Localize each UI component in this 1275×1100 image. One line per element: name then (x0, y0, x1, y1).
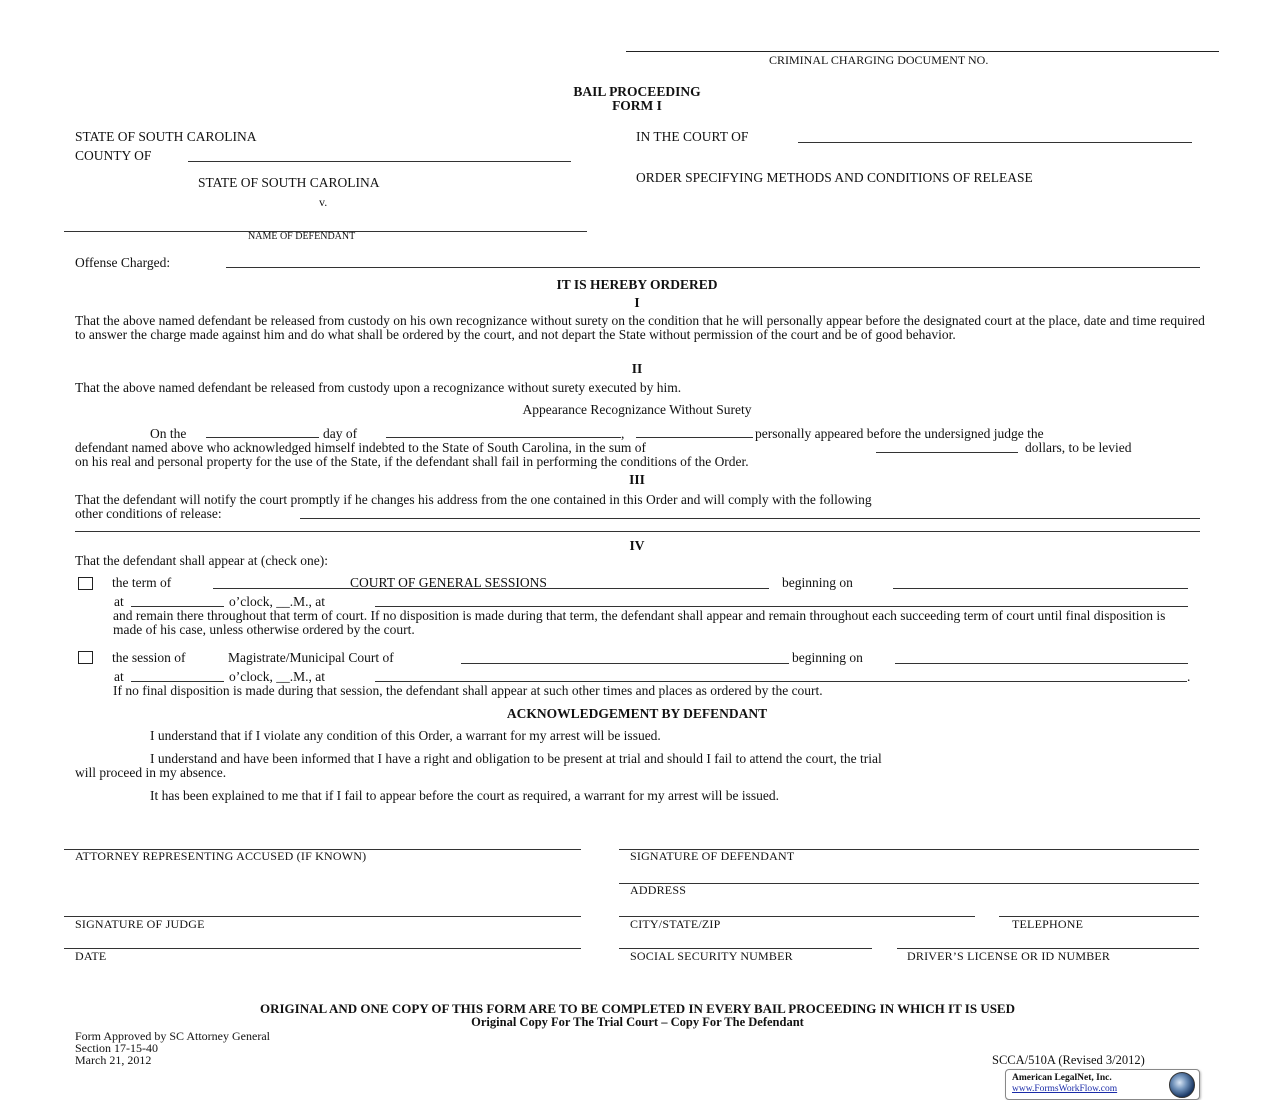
court-field[interactable] (798, 142, 1192, 143)
sum-field[interactable] (876, 452, 1018, 453)
other-conditions-field-1[interactable] (300, 518, 1200, 519)
section-I-text: That the above named defendant be released from custody on his own recognizance without surety on the condition that he will personally appear before the designated court at the place, date and time required to answer the charge made against him and do what shall be ordered by the court, and not depart the State without permission of the court and be of good behavior. (75, 313, 1205, 343)
versus-label: v. (319, 195, 328, 209)
city-state-zip-label: CITY/STATE/ZIP (630, 917, 721, 931)
section-III-numeral: III (629, 472, 645, 487)
court-label: IN THE COURT OF (636, 129, 749, 144)
address-line[interactable] (619, 883, 1199, 884)
judge-label: SIGNATURE OF JUDGE (75, 917, 205, 931)
section-II-text: That the above named defendant be released from custody upon a recognizance without surety executed by him. (75, 380, 682, 395)
section-I-numeral: I (634, 295, 640, 310)
session-time-field[interactable] (131, 681, 224, 682)
term-oclock-label: o’clock, __.M., at (229, 594, 325, 609)
statute-section: Section 17-15-40 (75, 1041, 158, 1055)
publisher-url-link[interactable]: www.FormsWorkFlow.com (1012, 1084, 1118, 1094)
month-field[interactable] (386, 437, 621, 438)
session-period: . (1187, 669, 1191, 684)
form-title-line2: FORM I (612, 98, 662, 113)
comma-1: , (621, 426, 625, 441)
term-remain-text: and remain there throughout that term of court. If no disposition is made during that term, the defendant shall appear and remain throughout each succeeding term of court until final disposition is made of his case, unless otherwise ordered by the court. (113, 608, 1166, 638)
publisher-logo[interactable] (1005, 1069, 1200, 1100)
date-line[interactable] (64, 948, 581, 949)
approved-date: March 21, 2012 (75, 1053, 152, 1067)
session-oclock-label: o’clock, __.M., at (229, 669, 325, 684)
section-II-subheading: Appearance Recognizance Without Surety (522, 402, 752, 417)
term-of-court-checkbox[interactable] (78, 577, 93, 590)
section-II-numeral: II (631, 361, 643, 376)
day-of-label: day of (323, 426, 358, 441)
county-field[interactable] (188, 161, 571, 162)
session-beginning-on-label: beginning on (792, 650, 863, 665)
on-the-label: On the (150, 426, 187, 441)
address-label: ADDRESS (630, 883, 687, 897)
magistrate-court-field[interactable] (461, 663, 789, 664)
section-IV-intro: That the defendant shall appear at (check one): (75, 553, 328, 568)
session-at-label: at (114, 669, 124, 684)
session-checkbox[interactable] (78, 651, 93, 664)
term-at-label: at (114, 594, 124, 609)
defendant-signature-label: SIGNATURE OF DEFENDANT (630, 849, 795, 863)
term-court-value: COURT OF GENERAL SESSIONS (350, 575, 547, 590)
dollars-text: dollars, to be levied (1025, 440, 1132, 455)
order-title: ORDER SPECIFYING METHODS AND CONDITIONS OF RELEASE (636, 170, 1033, 185)
order-heading: IT IS HEREBY ORDERED (556, 277, 718, 292)
year-field[interactable] (636, 437, 753, 438)
footer-notice: ORIGINAL AND ONE COPY OF THIS FORM ARE TO BE COMPLETED IN EVERY BAIL PROCEEDING IN WHICH IT IS USED (259, 1001, 1015, 1016)
ssn-label: SOCIAL SECURITY NUMBER (630, 949, 793, 963)
offense-charged-field[interactable] (226, 267, 1200, 268)
attorney-label: ATTORNEY REPRESENTING ACCUSED (IF KNOWN) (75, 849, 367, 863)
session-final-text: If no final disposition is made during that session, the defendant shall appear at such other times and places as ordered by the court. (113, 683, 823, 698)
session-of-label: the session of (112, 650, 186, 665)
county-label: COUNTY OF (75, 148, 152, 163)
session-beginning-date-field[interactable] (895, 663, 1188, 664)
term-beginning-on-label: beginning on (782, 575, 853, 590)
other-conditions-label: other conditions of release: (75, 506, 222, 521)
charging-document-number-field[interactable] (626, 51, 1219, 52)
acknowledgement-p2b: will proceed in my absence. (75, 765, 227, 780)
globe-icon (1169, 1072, 1195, 1098)
acknowledgement-p2a: I understand and have been informed that I have a right and obligation to be present at trial and should I fail to attend the court, the trial (150, 751, 882, 766)
offense-charged-label: Offense Charged: (75, 255, 171, 270)
section-IV-numeral: IV (629, 538, 645, 553)
publisher-name: American LegalNet, Inc. (1012, 1073, 1112, 1083)
other-conditions-field-2[interactable] (75, 531, 1200, 532)
section-III-text: That the defendant will notify the court promptly if he changes his address from the one contained in this Order and will comply with the following (75, 492, 872, 507)
drivers-license-label: DRIVER’S LICENSE OR ID NUMBER (907, 949, 1111, 963)
term-time-field[interactable] (131, 606, 224, 607)
telephone-label: TELEPHONE (1012, 917, 1084, 931)
form-number: SCCA/510A (Revised 3/2012) (992, 1053, 1145, 1067)
session-place-field[interactable] (375, 681, 1187, 682)
date-label: DATE (75, 949, 107, 963)
levied-text: on his real and personal property for the use of the State, if the defendant shall fail in performing the conditions of the Order. (75, 454, 749, 469)
term-beginning-date-field[interactable] (893, 588, 1188, 589)
state-label: STATE OF SOUTH CAROLINA (75, 129, 257, 144)
term-of-label: the term of (112, 575, 172, 590)
defendant-name-label: NAME OF DEFENDANT (248, 231, 356, 242)
form-approved: Form Approved by SC Attorney General (75, 1029, 270, 1043)
indebted-text: defendant named above who acknowledged himself indebted to the State of South Carolina, in the sum of (75, 440, 646, 455)
personally-appeared-text: personally appeared before the undersigned judge the (755, 426, 1044, 441)
acknowledgement-p1: I understand that if I violate any condition of this Order, a warrant for my arrest will be issued. (150, 728, 661, 743)
term-place-field[interactable] (375, 606, 1188, 607)
charging-document-number-label: CRIMINAL CHARGING DOCUMENT NO. (769, 53, 989, 67)
form-title-line1: BAIL PROCEEDING (573, 84, 701, 99)
acknowledgement-heading: ACKNOWLEDGEMENT BY DEFENDANT (506, 706, 768, 721)
acknowledgement-p3: It has been explained to me that if I fail to appear before the court as required, a warrant for my arrest will be issued. (150, 788, 780, 803)
day-field[interactable] (206, 437, 319, 438)
magistrate-court-label: Magistrate/Municipal Court of (228, 650, 394, 665)
footer-copies: Original Copy For The Trial Court – Copy For The Defendant (471, 1015, 804, 1029)
plaintiff-name: STATE OF SOUTH CAROLINA (198, 175, 380, 190)
